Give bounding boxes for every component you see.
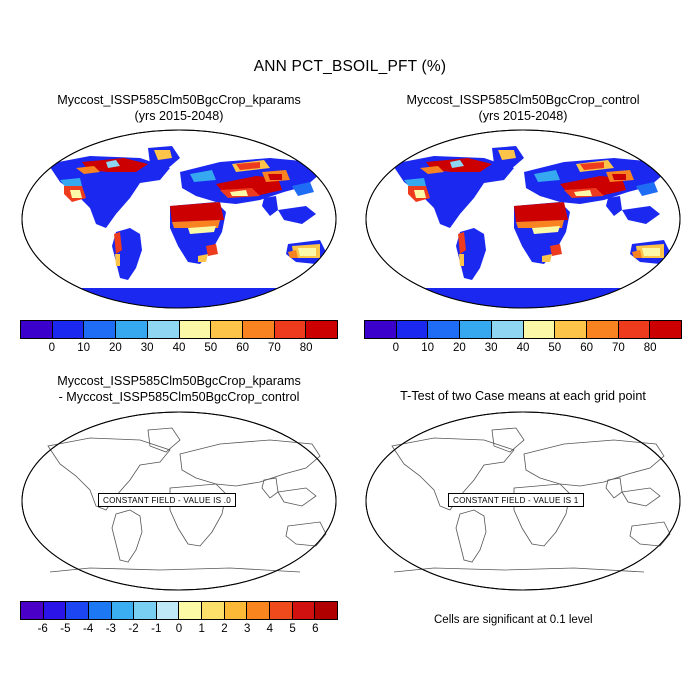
colorbar-top-right <box>364 320 682 358</box>
constant-field-label-difference: CONSTANT FIELD - VALUE IS .0 <box>98 493 236 507</box>
colorbar-swatch <box>116 321 148 338</box>
colorbar-swatch <box>180 321 212 338</box>
colorbar-swatch <box>225 602 248 619</box>
colorbar-tick-label: -2 <box>128 623 139 635</box>
colorbar-swatches <box>20 320 338 339</box>
colorbar-swatch <box>211 321 243 338</box>
colorbar-swatch <box>148 321 180 338</box>
colorbar-swatch <box>84 321 116 338</box>
colorbar-swatch <box>293 602 316 619</box>
map-panel-bottom-right <box>364 410 682 592</box>
colorbar-tick-label: 80 <box>299 342 313 354</box>
colorbar-swatches <box>20 601 338 620</box>
panel-title-line-1: Myccost_ISSP585Clm50BgcCrop_control <box>406 93 640 107</box>
colorbar-tick-label: 1 <box>198 623 205 635</box>
colorbar-swatch <box>275 321 307 338</box>
panel-title-line-1: T-Test of two Case means at each grid point <box>400 389 646 403</box>
colorbar-swatch <box>555 321 587 338</box>
colorbar-tick-label: 10 <box>421 342 434 354</box>
colorbar-tick-label: 3 <box>243 623 251 635</box>
colorbar-tick-label: 70 <box>611 342 625 354</box>
colorbar-swatch <box>247 602 270 619</box>
colorbar-swatches <box>364 320 682 339</box>
colorbar-tick-label: 80 <box>643 342 657 354</box>
panel-title-line-2: (yrs 2015-2048) <box>478 109 568 123</box>
colorbar-swatch <box>243 321 275 338</box>
colorbar-labels <box>364 342 682 358</box>
robinson-map-kparams <box>20 128 338 310</box>
colorbar-swatch <box>270 602 293 619</box>
colorbar-tick-label: 20 <box>452 342 466 354</box>
colorbar-tick-label: -5 <box>60 623 71 635</box>
colorbar-tick-label: 70 <box>267 342 281 354</box>
colorbar-swatch <box>428 321 460 338</box>
panel-title-top-right <box>358 92 688 124</box>
colorbar-swatch <box>53 321 85 338</box>
colorbar-top-left <box>20 320 338 358</box>
colorbar-tick-label: 40 <box>516 342 530 354</box>
constant-field-label-ttest: CONSTANT FIELD - VALUE IS 1 <box>448 493 584 507</box>
panel-title-line-2: - Myccost_ISSP585Clm50BgcCrop_control <box>58 390 300 404</box>
colorbar-tick-label: -6 <box>37 623 48 635</box>
map-panel-top-right <box>364 128 682 310</box>
colorbar-swatch <box>587 321 619 338</box>
colorbar-swatch <box>365 321 397 338</box>
colorbar-swatch <box>66 602 89 619</box>
robinson-map-control <box>364 128 682 310</box>
colorbar-tick-label: 0 <box>392 342 399 354</box>
colorbar-swatch <box>619 321 651 338</box>
colorbar-swatch <box>89 602 112 619</box>
colorbar-swatch <box>397 321 429 338</box>
colorbar-swatch <box>21 602 44 619</box>
colorbar-swatch <box>524 321 556 338</box>
significance-note: Cells are significant at 0.1 level <box>434 614 593 626</box>
colorbar-tick-label: -4 <box>83 623 94 635</box>
colorbar-swatch <box>44 602 67 619</box>
panel-title-bottom-left <box>14 373 344 405</box>
colorbar-swatch <box>112 602 135 619</box>
colorbar-swatch <box>157 602 180 619</box>
colorbar-tick-label: 10 <box>77 342 90 354</box>
colorbar-labels <box>20 623 338 639</box>
colorbar-tick-label: 50 <box>548 342 562 354</box>
colorbar-tick-label: 30 <box>484 342 498 354</box>
colorbar-tick-label: 0 <box>175 623 183 635</box>
colorbar-tick-label: 50 <box>204 342 218 354</box>
colorbar-swatch <box>179 602 202 619</box>
map-panel-bottom-left <box>20 410 338 592</box>
figure-title: ANN PCT_BSOIL_PFT (%) <box>253 58 447 75</box>
colorbar-swatch <box>134 602 157 619</box>
panel-title-line-1: Myccost_ISSP585Clm50BgcCrop_kparams <box>57 93 301 107</box>
colorbar-swatch <box>202 602 225 619</box>
colorbar-bottom-left <box>20 601 338 639</box>
panel-title-top-left <box>14 92 344 124</box>
colorbar-swatch <box>21 321 53 338</box>
colorbar-swatch <box>492 321 524 338</box>
colorbar-tick-label: 30 <box>140 342 154 354</box>
colorbar-swatch <box>460 321 492 338</box>
colorbar-tick-label: -1 <box>151 623 162 635</box>
colorbar-tick-label: -3 <box>105 623 116 635</box>
panel-title-line-1: Myccost_ISSP585Clm50BgcCrop_kparams <box>57 374 301 388</box>
colorbar-tick-label: 5 <box>289 623 296 635</box>
colorbar-swatch <box>306 321 337 338</box>
panel-title-line-2: (yrs 2015-2048) <box>134 109 224 123</box>
colorbar-tick-label: 4 <box>266 623 274 635</box>
colorbar-tick-label: 20 <box>108 342 122 354</box>
colorbar-swatch <box>650 321 681 338</box>
colorbar-tick-label: 6 <box>312 623 319 635</box>
colorbar-labels <box>20 342 338 358</box>
colorbar-tick-label: 60 <box>236 342 249 354</box>
colorbar-tick-label: 40 <box>172 342 186 354</box>
colorbar-swatch <box>315 602 337 619</box>
map-panel-top-left <box>20 128 338 310</box>
colorbar-tick-label: 2 <box>221 623 228 635</box>
panel-title-bottom-right <box>358 388 688 404</box>
colorbar-tick-label: 60 <box>580 342 593 354</box>
colorbar-tick-label: 0 <box>48 342 55 354</box>
